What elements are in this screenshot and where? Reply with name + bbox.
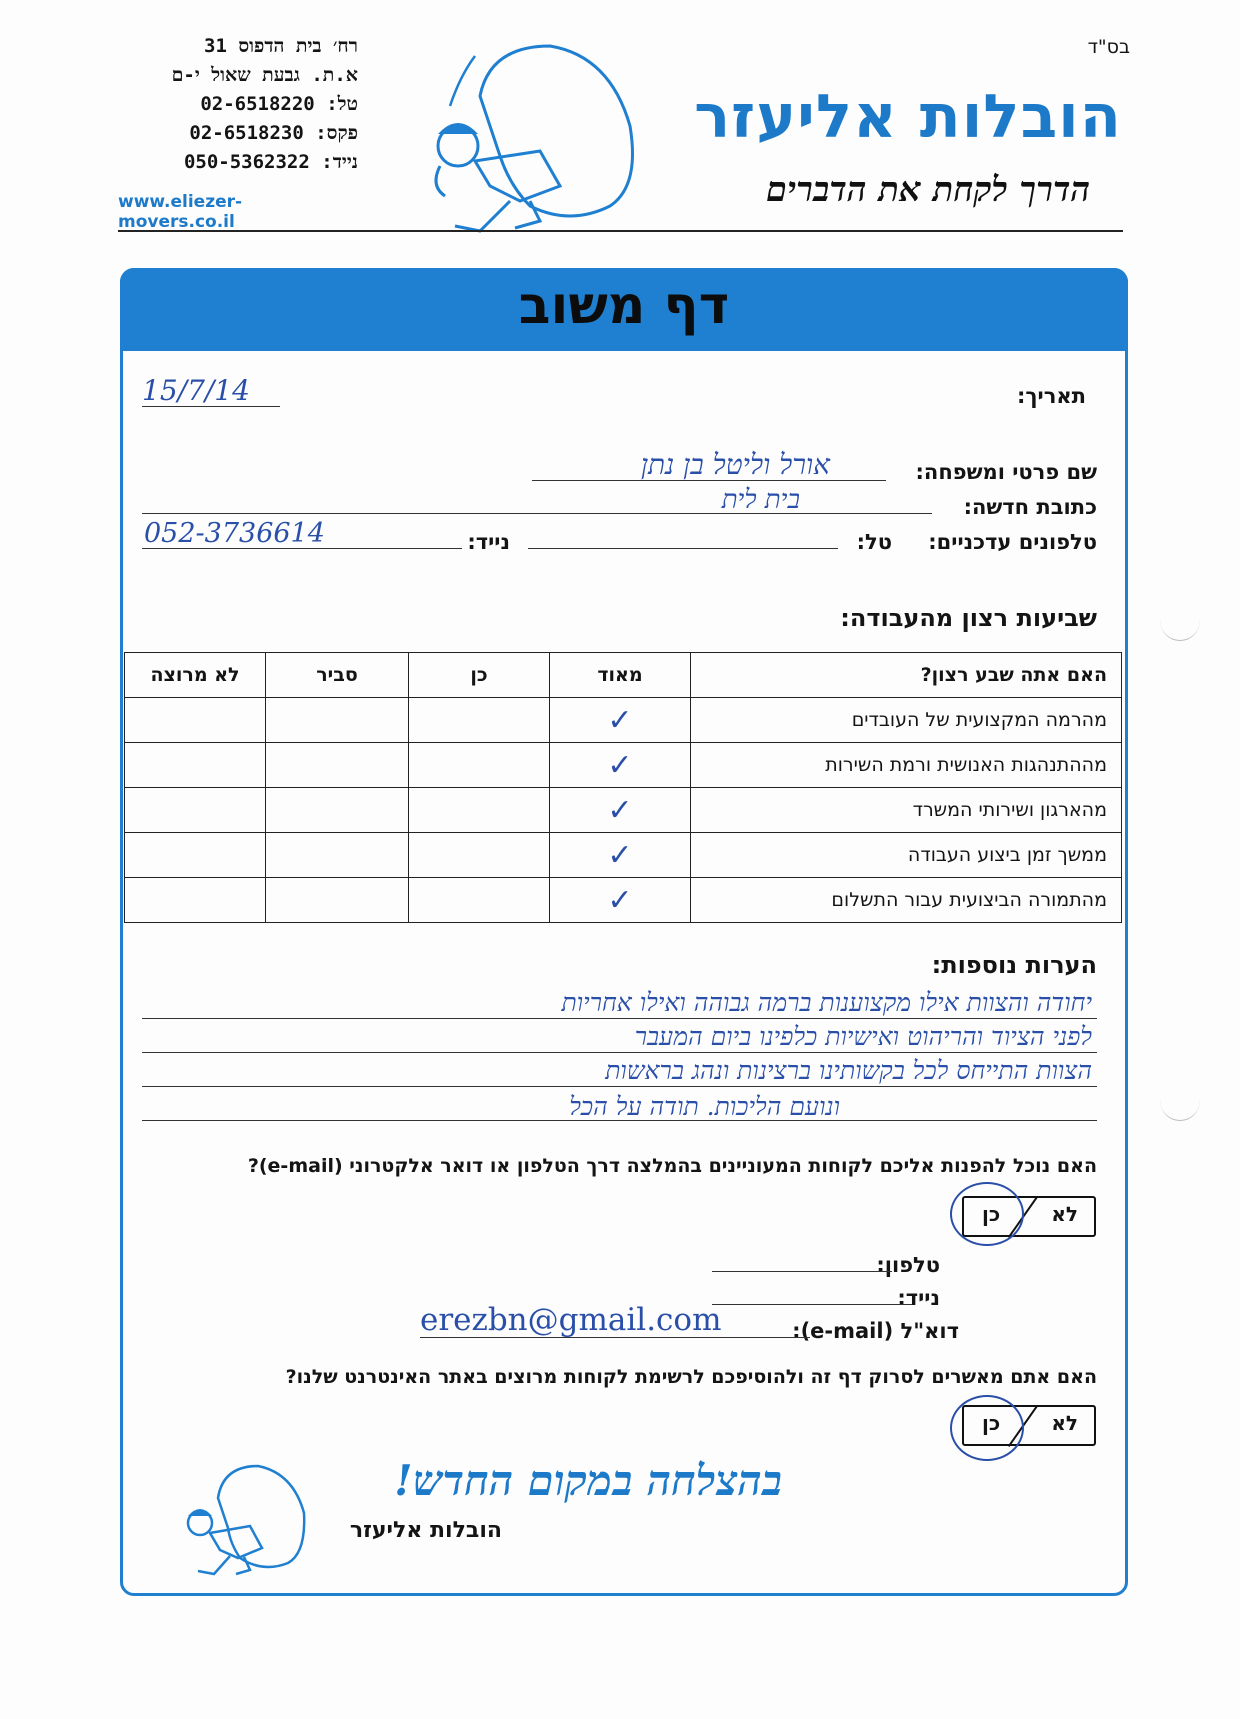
row-question: מהרמה המקצועית של העובדים — [691, 698, 1122, 743]
cell-very[interactable] — [550, 878, 691, 923]
referral-phone-line — [712, 1271, 892, 1272]
website-link[interactable]: www.eliezer-movers.co.il — [118, 192, 243, 232]
bsd-mark: בס"ד — [1087, 36, 1130, 58]
cell-yes[interactable] — [409, 878, 550, 923]
name-label: שם פרטי ומשפחה: — [915, 460, 1097, 484]
cell-very[interactable] — [550, 833, 691, 878]
mover-mascot-small-icon — [178, 1458, 308, 1578]
hole-punch-mark — [1160, 600, 1200, 641]
table-row — [125, 878, 1122, 923]
tel-label: טל: — [856, 530, 892, 554]
address-line-2: א.ת. גבעת שאול י-ם — [171, 64, 358, 86]
row-question: מהתמורה הביצועית עבור התשלום — [691, 878, 1122, 923]
phone-line: טל: 02-6518220 — [200, 93, 358, 115]
cell-reasonable[interactable] — [266, 878, 409, 923]
table-row — [125, 698, 1122, 743]
address-line — [142, 513, 932, 514]
check-mark-icon: ✓ — [607, 747, 633, 783]
date-value[interactable]: 15/7/14 — [142, 374, 250, 407]
row-question: מההתנהגות האנושית ורמת השירות — [691, 743, 1122, 788]
referral-email-value[interactable]: erezbn@gmail.com — [420, 1302, 722, 1338]
cell-not-satisfied[interactable] — [125, 788, 266, 833]
scan-yes-option[interactable]: כן — [982, 1411, 1001, 1435]
address-line-1: רח׳ בית הדפוס 31 — [204, 35, 358, 57]
company-name: הובלות אליעזר — [694, 82, 1122, 152]
referral-yes-circled-mark — [950, 1182, 1024, 1246]
table-header-row — [125, 653, 1122, 698]
scan-permission-question: האם אתם מאשרים לסרוק דף זה ולהוסיפכם לרשימת לקוחות מרוצים באתר האינטרנט שלנו? — [285, 1366, 1097, 1388]
address-value[interactable]: בית לית — [721, 485, 800, 515]
footer-company: הובלות אליעזר — [349, 1518, 502, 1543]
referral-email-label: דוא"ל (e-mail): — [792, 1319, 959, 1343]
referral-question: האם נוכל להפנות אליכם לקוחות המעוניינים בהמלצה דרך הטלפון או דואר אלקטרוני (e-mail)? — [247, 1155, 1097, 1177]
footer-wish: בהצלחה במקום החדש! — [394, 1456, 782, 1505]
col-yes: כן — [409, 653, 550, 698]
col-very: מאוד — [550, 653, 691, 698]
cell-yes[interactable] — [409, 833, 550, 878]
cell-yes[interactable] — [409, 788, 550, 833]
name-value[interactable]: אורל וליטל בן נתן — [640, 448, 830, 481]
row-question: ממשך זמן ביצוע העבודה — [691, 833, 1122, 878]
check-mark-icon: ✓ — [607, 882, 633, 918]
comment-text-line-4[interactable]: ונועם הליכות. תודה על הכל — [569, 1092, 840, 1121]
cell-reasonable[interactable] — [266, 833, 409, 878]
satisfaction-table — [124, 652, 1122, 923]
scan-yes-circled-mark — [950, 1395, 1024, 1461]
cell-not-satisfied[interactable] — [125, 833, 266, 878]
form-title: דף משוב — [518, 276, 730, 336]
mobile-line: נייד: 050-5362322 — [183, 151, 358, 173]
contact-block — [118, 32, 358, 177]
cell-yes[interactable] — [409, 698, 550, 743]
comments-heading: הערות נוספות: — [931, 951, 1097, 979]
cell-very[interactable] — [550, 743, 691, 788]
col-question: האם אתה שבע רצון? — [691, 653, 1122, 698]
comment-line — [142, 1052, 1097, 1053]
comment-text-line-3[interactable]: הצוות התייחס לכל בקשותינו ברצינות ונהג בראשות — [605, 1056, 1092, 1085]
scan-no-option[interactable]: לא — [1051, 1411, 1078, 1435]
table-row — [125, 833, 1122, 878]
cell-reasonable[interactable] — [266, 698, 409, 743]
comment-line — [142, 1086, 1097, 1087]
comment-line — [142, 1018, 1097, 1019]
cell-reasonable[interactable] — [266, 788, 409, 833]
address-label: כתובת חדשה: — [963, 495, 1097, 519]
mobile-label: נייד: — [467, 530, 510, 554]
company-slogan: הדרך לקחת את הדברים — [766, 170, 1090, 210]
comment-text-line-1[interactable]: יחודה והצוות אילו מקצוענות ברמה גבוהה ואילו אחריות — [561, 988, 1092, 1017]
cell-not-satisfied[interactable] — [125, 698, 266, 743]
cell-very[interactable] — [550, 788, 691, 833]
referral-mobile-line — [712, 1304, 912, 1305]
check-mark-icon: ✓ — [607, 792, 633, 828]
check-mark-icon: ✓ — [607, 837, 633, 873]
comment-text-line-2[interactable]: לפני הציוד והריהוט ואישיות כלפינו ביום המעבר — [634, 1022, 1092, 1051]
cell-not-satisfied[interactable] — [125, 878, 266, 923]
cell-reasonable[interactable] — [266, 743, 409, 788]
referral-no-option[interactable]: לא — [1051, 1202, 1078, 1226]
referral-phone-label: טלפון: — [876, 1253, 940, 1277]
cell-not-satisfied[interactable] — [125, 743, 266, 788]
table-row — [125, 788, 1122, 833]
header-divider — [118, 230, 1123, 232]
cell-very[interactable] — [550, 698, 691, 743]
cell-yes[interactable] — [409, 743, 550, 788]
referral-mobile-label: נייד: — [897, 1286, 940, 1310]
phones-label: טלפונים עדכניים: — [928, 530, 1097, 554]
col-reasonable: סביר — [266, 653, 409, 698]
fax-line: פקס: 02-6518230 — [189, 122, 358, 144]
table-row — [125, 743, 1122, 788]
tel-line — [528, 548, 838, 549]
hole-punch-mark — [1160, 1080, 1200, 1121]
date-label: תאריך: — [1017, 384, 1086, 408]
mover-mascot-logo-icon — [420, 36, 640, 236]
check-mark-icon: ✓ — [607, 702, 633, 738]
satisfaction-heading: שביעות רצון מהעבודה: — [840, 604, 1097, 632]
col-not-satisfied: לא מרוצה — [125, 653, 266, 698]
row-question: מהארגון ושירותי המשרד — [691, 788, 1122, 833]
mobile-value[interactable]: 052-3736614 — [144, 518, 325, 549]
referral-yes-option[interactable]: כן — [982, 1202, 1001, 1226]
